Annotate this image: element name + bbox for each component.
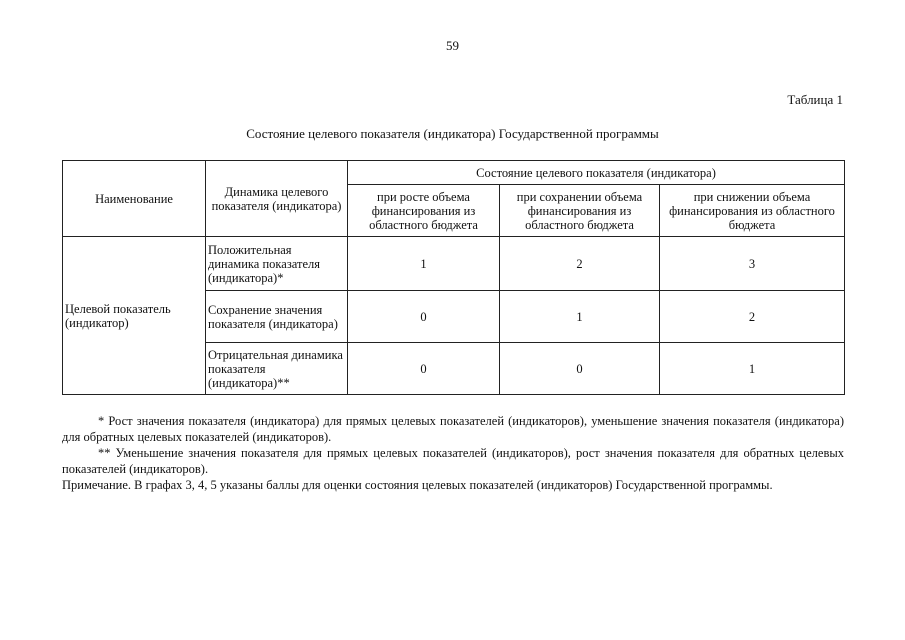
row-growth-value: 0 [348, 343, 500, 395]
row-group-name: Целевой показатель (индикатор) [63, 237, 206, 395]
remark-note: Примечание. В графах 3, 4, 5 указаны баллы для оценки состояния целевых показателей (индикаторов) Государственной программы. [62, 478, 773, 492]
row-keep-value: 0 [500, 343, 660, 395]
indicator-state-table [62, 160, 845, 395]
header-keep: при сохранении объема финансирования из областного бюджета [500, 185, 660, 237]
footnotes [62, 413, 844, 493]
page-number: 59 [446, 38, 459, 53]
row-dynamics: Отрицательная динамика показателя (индикатора)** [206, 343, 348, 395]
row-keep-value: 1 [500, 291, 660, 343]
table-title: Состояние целевого показателя (индикатора) Государственной программы [246, 126, 659, 141]
row-keep-value: 2 [500, 237, 660, 291]
header-decrease: при снижении объема финансирования из областного бюджета [660, 185, 845, 237]
row-dynamics: Положительная динамика показателя (индикатора)* [206, 237, 348, 291]
row-decrease-value: 1 [660, 343, 845, 395]
row-growth-value: 0 [348, 291, 500, 343]
footnote-single-star: * Рост значения показателя (индикатора) для прямых целевых показателей (индикаторов), уменьшение значения показателя (индикатора) для обратных целевых показателей (индикаторов). [62, 414, 844, 444]
header-growth: при росте объема финансирования из областного бюджета [348, 185, 500, 237]
row-decrease-value: 2 [660, 291, 845, 343]
header-state-group: Состояние целевого показателя (индикатора) [348, 161, 845, 185]
header-dynamics: Динамика целевого показателя (индикатора) [206, 161, 348, 237]
row-growth-value: 1 [348, 237, 500, 291]
header-name: Наименование [63, 161, 206, 237]
row-decrease-value: 3 [660, 237, 845, 291]
table-label: Таблица 1 [787, 92, 843, 107]
row-dynamics: Сохранение значения показателя (индикатора) [206, 291, 348, 343]
footnote-double-star: ** Уменьшение значения показателя для прямых целевых показателей (индикаторов), рост значения показателя для обратных целевых показателей (индикаторов). [62, 446, 844, 476]
table-row [63, 237, 845, 291]
table-header-row [63, 161, 845, 185]
